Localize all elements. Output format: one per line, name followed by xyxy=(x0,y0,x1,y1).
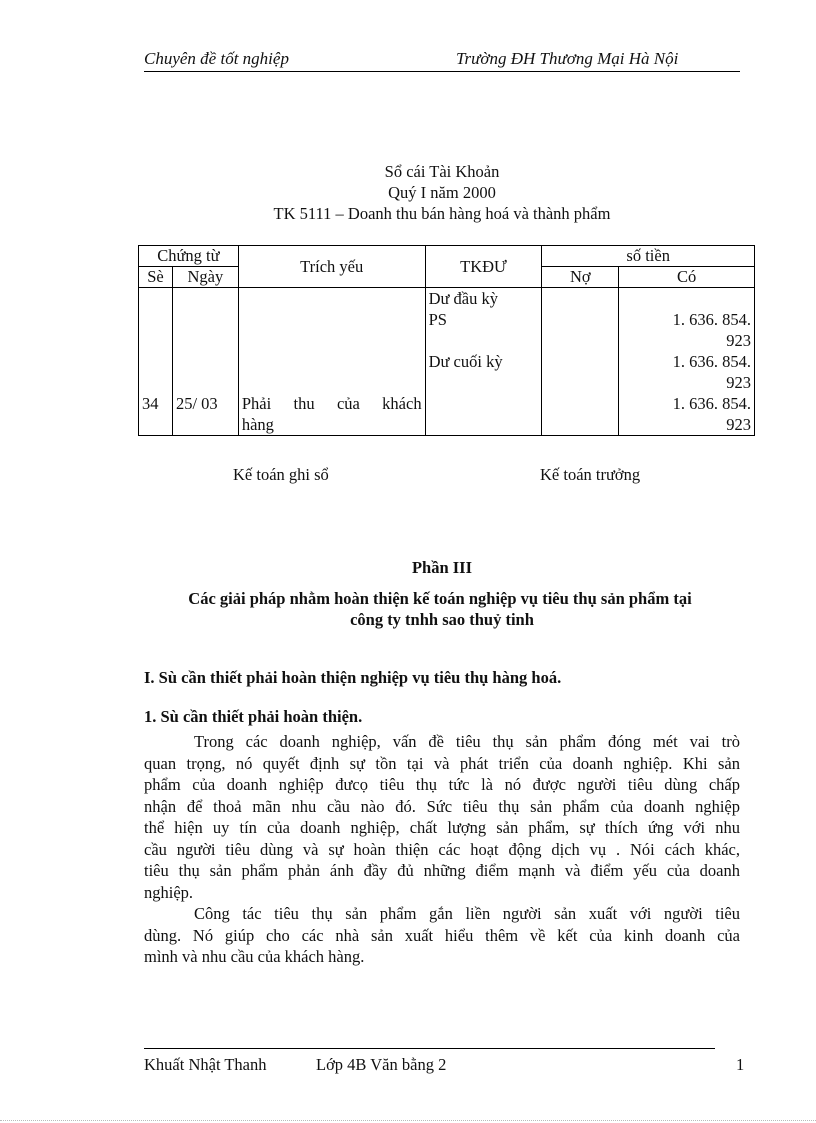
part-number: Phần III xyxy=(411,558,473,577)
paragraph-line: phẩm của doanh nghiệp đưcọ tiêu thụ tức là nó được người tiêu dùng chấp xyxy=(144,775,740,794)
col-no xyxy=(542,288,619,436)
ps-amount-cont: 923 xyxy=(726,331,751,350)
page-header xyxy=(144,49,740,72)
header-university: Trường ĐH Thương Mại Hà Nội xyxy=(456,49,679,68)
header-se: Sè xyxy=(139,267,173,288)
paragraph-line: thể hiện uy tín của doanh nghiệp, chất lượng sản phẩm, sự thích ứng với nhu xyxy=(144,818,740,837)
entry-description-cont: hàng xyxy=(241,415,274,434)
header-tkdu: TKĐƯ xyxy=(425,246,542,288)
page-edge xyxy=(0,1120,816,1121)
entry-se: 34 xyxy=(142,394,159,413)
paragraph-2-line: dùng. Nó giúp cho các nhà sản xuất hiểu thêm về kết của kinh doanh của xyxy=(144,925,740,945)
ps-label: PS xyxy=(428,310,447,329)
header-no: Nợ xyxy=(542,267,619,288)
header-trich-yeu: Trích yếu xyxy=(238,246,425,288)
entry-date: 25/ 03 xyxy=(175,394,218,413)
paragraph-2-line: Công tác tiêu thụ sản phẩm gắn liền người sản xuất với người tiêu xyxy=(194,904,740,923)
signature-chief-accountant: Kế toán trưởng xyxy=(540,465,641,484)
header-chung-tu: Chứng từ xyxy=(139,246,239,267)
closing-amount: 1. 636. 854. xyxy=(672,352,751,371)
ledger-account: TK 5111 – Doanh thu bán hàng hoá và thành phẩm xyxy=(273,204,611,223)
part-title-cont: công ty tnhh sao thuỷ tinh xyxy=(350,610,534,629)
paragraph-line: tiêu thụ sản phẩm phản ánh đầy đủ những điểm mạnh và điểm yếu của doanh xyxy=(144,861,740,880)
header-co: Có xyxy=(619,267,755,288)
footer-class: Lớp 4B Văn bằng 2 xyxy=(316,1055,447,1074)
footer-author: Khuất Nhật Thanh xyxy=(144,1055,267,1074)
col-tkdu xyxy=(425,288,542,436)
col-trich-yeu xyxy=(238,288,425,436)
paragraph-line: nhận để thoả mãn nhu cầu nào đó. Sức tiêu thụ sản phẩm của doanh nghiệp xyxy=(144,796,740,816)
entry-amount: 1. 636. 854. xyxy=(672,394,751,413)
ledger-period: Quý I năm 2000 xyxy=(388,183,496,202)
ledger-table xyxy=(138,245,755,436)
subsection-heading: 1. Sù cần thiết phải hoàn thiện. xyxy=(144,707,363,726)
closing-amount-cont: 923 xyxy=(726,373,751,392)
entry-description: Phải thu của khách xyxy=(241,394,422,413)
ledger-title: Sổ cái Tài Khoản xyxy=(384,162,500,181)
footer-divider xyxy=(144,1048,715,1049)
header-document-type: Chuyên đề tốt nghiệp xyxy=(144,49,289,68)
page-number: 1 xyxy=(736,1055,745,1074)
paragraph-line: Trong các doanh nghiệp, vấn đề tiêu thụ sản phẩm đóng mét vai trò xyxy=(194,732,740,751)
paragraph-2-line: mình và nhu cầu của khách hàng. xyxy=(144,947,365,966)
opening-balance-label: Dư đầu kỳ xyxy=(428,289,499,308)
paragraph-line: cầu người tiêu dùng và sự hoàn thiện các hoạt động dịch vụ . Nói cách khác, xyxy=(144,839,740,859)
section-heading: I. Sù cần thiết phải hoàn thiện nghiệp vụ tiêu thụ hàng hoá. xyxy=(144,668,562,687)
paragraph-line: quan trọng, nó quyết định sự tồn tại và phát triển của doanh nghiệp. Khi sản xyxy=(144,753,740,773)
ps-amount: 1. 636. 854. xyxy=(672,310,751,329)
paragraph-line: nghiệp. xyxy=(144,882,194,902)
col-ngay xyxy=(172,288,238,436)
paragraph-1 xyxy=(144,731,740,968)
col-se xyxy=(139,288,173,436)
closing-balance-label: Dư cuối kỳ xyxy=(428,352,503,371)
part-title: Các giải pháp nhằm hoàn thiện kế toán nghiệp vụ tiêu thụ sản phẩm tại xyxy=(188,589,692,608)
header-so-tien: số tiền xyxy=(542,246,755,267)
entry-amount-cont: 923 xyxy=(726,415,751,434)
col-co xyxy=(619,288,755,436)
header-ngay: Ngày xyxy=(172,267,238,288)
signature-bookkeeper: Kế toán ghi sổ xyxy=(233,465,329,484)
